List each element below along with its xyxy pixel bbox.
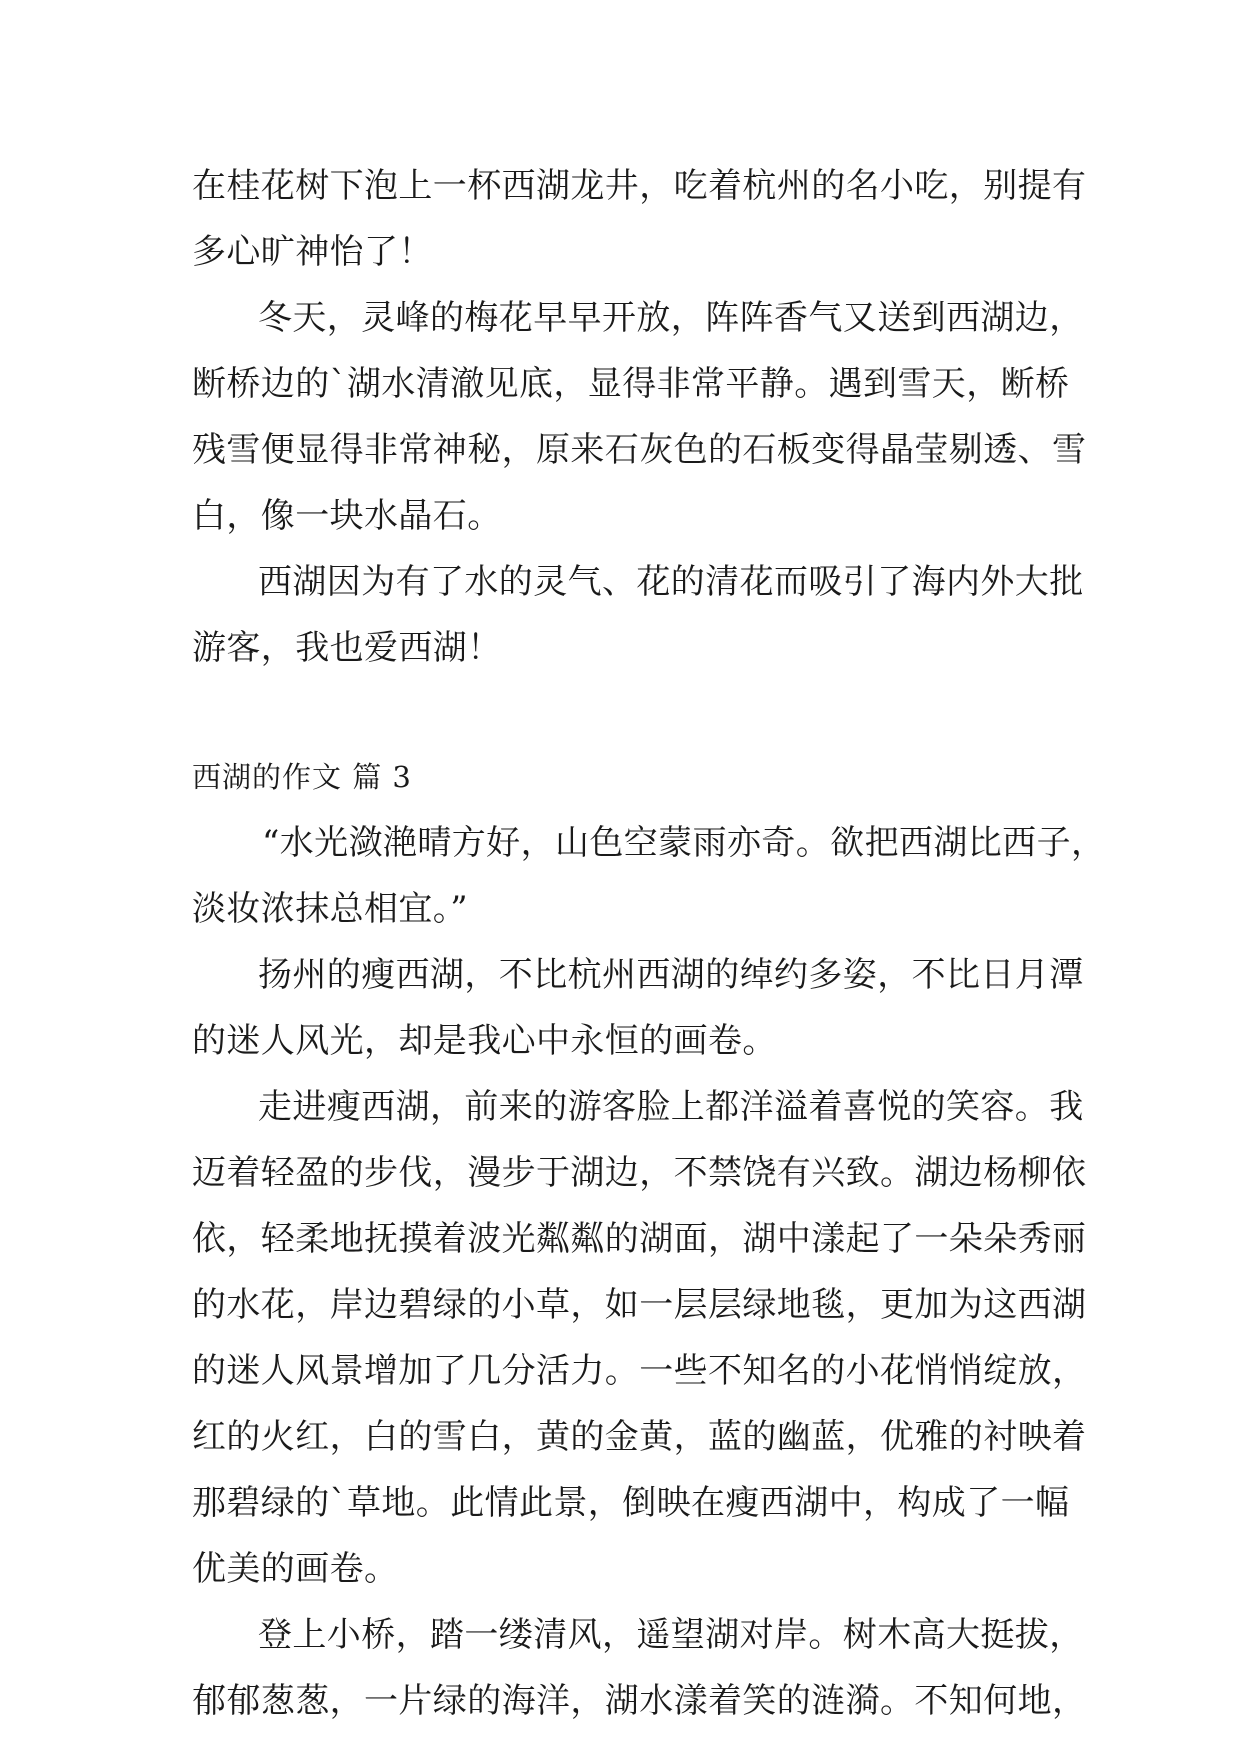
paragraph-line: “水光潋滟晴方好，山色空蒙雨亦奇。欲把西湖比西子， (262, 823, 1106, 863)
paragraph-line: 优美的画卷。 (192, 1549, 399, 1589)
paragraph-line: 白，像一块水晶石。 (192, 496, 502, 536)
paragraph-line: 的迷人风光，却是我心中永恒的画卷。 (192, 1021, 777, 1061)
section-heading: 西湖的作文 篇 3 (192, 760, 412, 794)
paragraph-line: 依，轻柔地抚摸着波光粼粼的湖面，湖中漾起了一朵朵秀丽 (192, 1219, 1087, 1259)
paragraph-line: 扬州的瘦西湖，不比杭州西湖的绰约多姿，不比日月潭 (258, 955, 1084, 995)
paragraph-line: 游客，我也爱西湖！ (192, 628, 502, 668)
paragraph-line: 多心旷神怡了！ (192, 232, 433, 272)
paragraph-line: 登上小桥，踏一缕清风，遥望湖对岸。树木高大挺拔， (258, 1615, 1084, 1655)
paragraph-line: 的水花，岸边碧绿的小草，如一层层绿地毯，更加为这西湖 (192, 1285, 1087, 1325)
paragraph-line: 残雪便显得非常神秘，原来石灰色的石板变得晶莹剔透、雪 (192, 430, 1087, 470)
paragraph-line: 在桂花树下泡上一杯西湖龙井，吃着杭州的名小吃，别提有 (192, 166, 1087, 206)
paragraph-line: 断桥边的`湖水清澈见底，显得非常平静。遇到雪天，断桥 (192, 364, 1070, 404)
paragraph-line: 冬天，灵峰的梅花早早开放，阵阵香气又送到西湖边， (258, 298, 1084, 338)
paragraph-line: 迈着轻盈的步伐，漫步于湖边，不禁饶有兴致。湖边杨柳依 (192, 1153, 1087, 1193)
paragraph-line: 的迷人风景增加了几分活力。一些不知名的小花悄悄绽放， (192, 1351, 1087, 1391)
paragraph-line: 红的火红，白的雪白，黄的金黄，蓝的幽蓝，优雅的衬映着 (192, 1417, 1087, 1457)
paragraph-line: 那碧绿的`草地。此情此景，倒映在瘦西湖中，构成了一幅 (192, 1483, 1070, 1523)
paragraph-line: 郁郁葱葱，一片绿的海洋，湖水漾着笑的涟漪。不知何地， (192, 1681, 1087, 1721)
paragraph-line: 西湖因为有了水的灵气、花的清花而吸引了海内外大批 (258, 562, 1084, 602)
paragraph-line: 走进瘦西湖，前来的游客脸上都洋溢着喜悦的笑容。我 (258, 1087, 1084, 1127)
paragraph-line: 淡妆浓抹总相宜。” (192, 889, 468, 929)
